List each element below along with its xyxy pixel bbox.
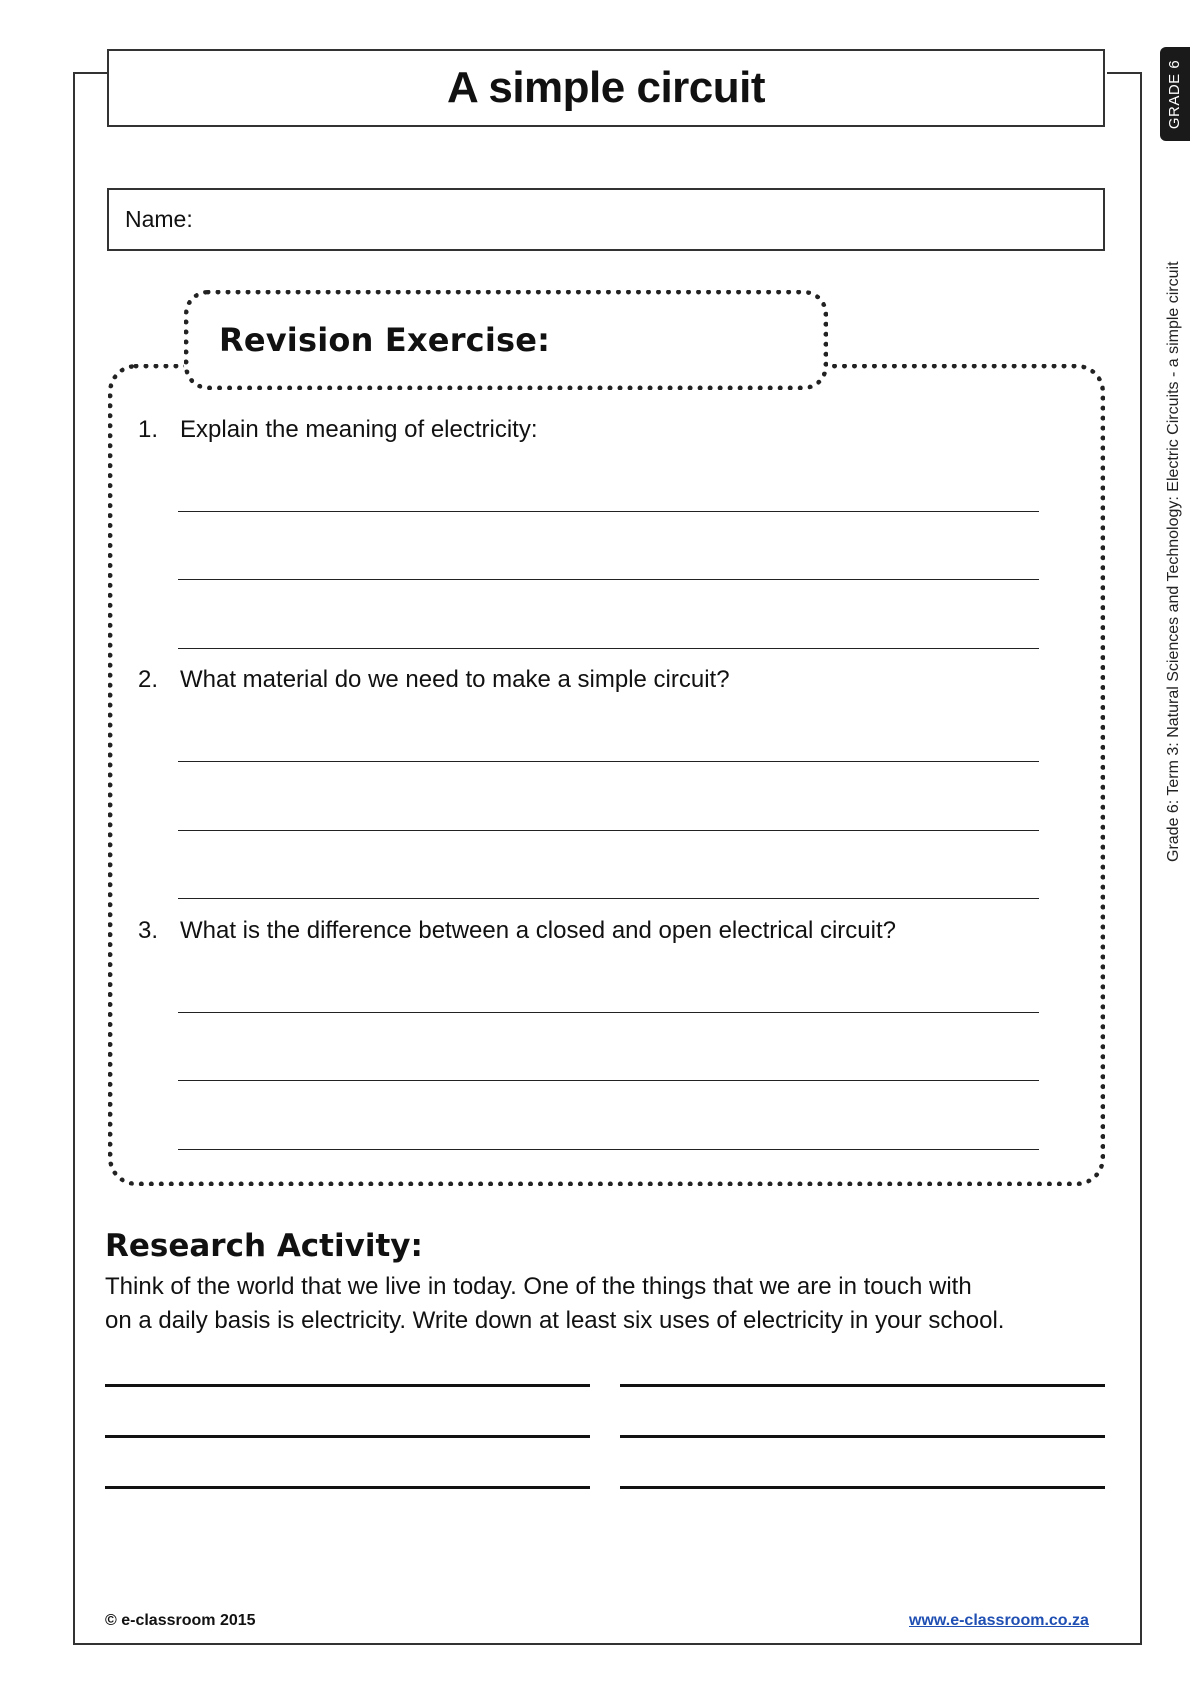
question-text: What is the difference between a closed and open electrical circuit? xyxy=(180,917,896,944)
answer-line[interactable] xyxy=(178,761,1039,762)
research-answer-line[interactable] xyxy=(620,1486,1105,1489)
page-border-top-right xyxy=(1107,72,1142,74)
research-text-line: on a daily basis is electricity. Write down at least six uses of electricity in your school. xyxy=(105,1307,1005,1334)
research-instructions xyxy=(105,1270,1115,1338)
research-answer-line[interactable] xyxy=(620,1384,1105,1387)
copyright-text: © e-classroom 2015 xyxy=(105,1612,256,1629)
revision-box xyxy=(108,364,1105,1186)
question-number: 1. xyxy=(138,416,159,443)
research-answer-line[interactable] xyxy=(105,1384,590,1387)
answer-line[interactable] xyxy=(178,1080,1039,1081)
question-number: 2. xyxy=(138,666,159,693)
question-text: What material do we need to make a simple circuit? xyxy=(180,666,730,693)
revision-heading: Revision Exercise: xyxy=(219,321,551,359)
grade-label: GRADE 6 xyxy=(1166,59,1184,129)
answer-line[interactable] xyxy=(178,898,1039,899)
question-2 xyxy=(138,666,730,694)
title-box xyxy=(107,49,1105,127)
answer-line[interactable] xyxy=(178,648,1039,649)
research-text-line: Think of the world that we live in today. One of the things that we are in touch with xyxy=(105,1273,972,1300)
research-answer-line[interactable] xyxy=(620,1435,1105,1438)
website-link[interactable]: www.e-classroom.co.za xyxy=(909,1612,1089,1629)
answer-line[interactable] xyxy=(178,579,1039,580)
research-answer-line[interactable] xyxy=(105,1486,590,1489)
page-title: A simple circuit xyxy=(446,63,766,112)
question-3 xyxy=(138,917,896,945)
revision-heading-box xyxy=(184,290,828,390)
question-number: 3. xyxy=(138,917,159,944)
grade-tab xyxy=(1160,47,1190,141)
page-border-top-left xyxy=(73,72,107,74)
name-label: Name: xyxy=(125,206,193,232)
page-border-left xyxy=(73,72,75,1644)
answer-line[interactable] xyxy=(178,1012,1039,1013)
research-answer-line[interactable] xyxy=(105,1435,590,1438)
question-1 xyxy=(138,416,538,444)
answer-line[interactable] xyxy=(178,830,1039,831)
side-banner: Grade 6: Term 3: Natural Sciences and Technology: Electric Circuits - a simple circuit xyxy=(1165,261,1182,862)
page-border-bottom xyxy=(73,1643,1141,1645)
answer-line[interactable] xyxy=(178,1149,1039,1150)
answer-line[interactable] xyxy=(178,511,1039,512)
question-text: Explain the meaning of electricity: xyxy=(180,416,538,443)
page-border-right xyxy=(1140,72,1142,1645)
research-heading: Research Activity: xyxy=(105,1228,423,1264)
name-field[interactable] xyxy=(107,188,1105,251)
